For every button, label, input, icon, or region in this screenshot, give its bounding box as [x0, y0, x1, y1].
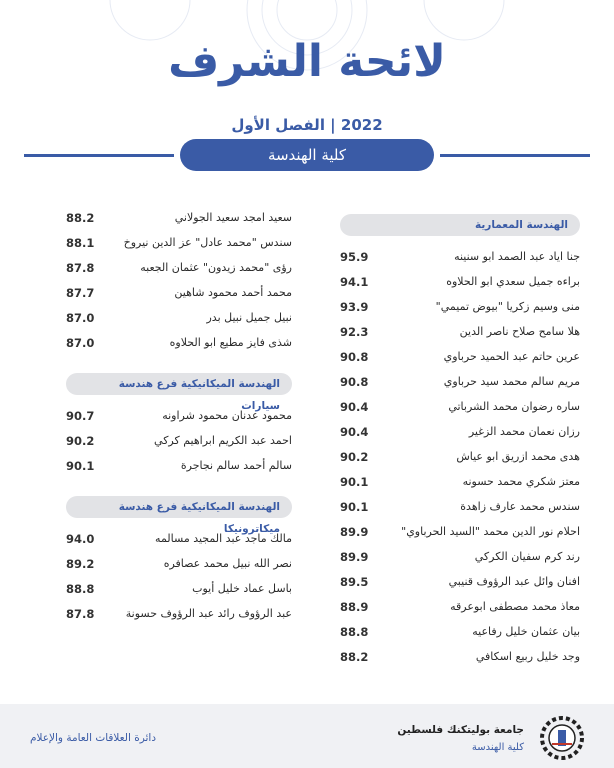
- list-item: [66, 576, 292, 601]
- student-name: سالم أحمد سالم نجاجرة: [180, 459, 292, 472]
- student-score: 87.8: [66, 260, 95, 275]
- list-item: [340, 644, 580, 669]
- student-name: سندس محمد عارف زاهدة: [460, 500, 580, 513]
- student-name: سندس "محمد عادل" عز الدين نيروخ: [123, 236, 292, 249]
- student-score: 94.0: [66, 531, 95, 546]
- student-score: 87.8: [66, 606, 95, 621]
- student-name: افنان وائل عبد الرؤوف قنيبي: [448, 575, 580, 588]
- student-score: 95.9: [340, 249, 369, 264]
- student-score: 90.1: [340, 474, 369, 489]
- list-item: [66, 305, 292, 330]
- left-top-rows: [66, 205, 292, 355]
- page-title: لائحة الشرف: [168, 36, 446, 87]
- student-score: 87.7: [66, 285, 95, 300]
- list-item: [66, 255, 292, 280]
- student-score: 88.2: [66, 210, 95, 225]
- student-score: 90.4: [340, 424, 369, 439]
- student-score: 93.9: [340, 299, 369, 314]
- list-item: [340, 244, 580, 269]
- student-score: 90.8: [340, 349, 369, 364]
- student-score: 89.2: [66, 556, 95, 571]
- section-architecture: الهندسة المعمارية: [340, 214, 580, 236]
- student-name: رند كرم سفيان الكركي: [474, 550, 580, 563]
- list-item: [66, 551, 292, 576]
- list-item: [340, 444, 580, 469]
- student-score: 88.8: [340, 624, 369, 639]
- list-item: [66, 330, 292, 355]
- footer: [0, 704, 614, 768]
- student-name: معاذ محمد مصطفى ابوعرقه: [450, 600, 580, 613]
- student-name: هلا سامح صلاح ناصر الدين: [459, 325, 580, 338]
- footer-university: جامعة بوليتكنك فلسطين: [397, 724, 524, 736]
- student-score: 89.5: [340, 574, 369, 589]
- student-score: 87.0: [66, 335, 95, 350]
- student-name: منى وسيم زكريا "بيوض تميمي": [435, 300, 580, 313]
- divider-left: [24, 154, 174, 157]
- list-item: [66, 453, 292, 478]
- divider-right: [440, 154, 590, 157]
- student-name: مريم سالم محمد سيد حرباوي: [443, 375, 580, 388]
- student-name: براءه جميل سعدي ابو الحلاوه: [446, 275, 580, 288]
- list-item: [340, 319, 580, 344]
- student-name: معتز شكري محمد حسونه: [462, 475, 580, 488]
- student-score: 88.2: [340, 649, 369, 664]
- student-score: 90.8: [340, 374, 369, 389]
- student-name: جنا اياد عبد الصمد ابو سنينه: [454, 250, 580, 263]
- section-mech-auto: الهندسة الميكانيكية فرع هندسة سيارات: [66, 373, 292, 395]
- list-item: [340, 519, 580, 544]
- list-item: [340, 469, 580, 494]
- list-item: [66, 428, 292, 453]
- left-column: [66, 205, 292, 626]
- student-name: محمود عدنان محمود شراونه: [162, 409, 292, 422]
- student-name: بيان عثمان خليل رفاعيه: [472, 625, 580, 638]
- student-name: هدى محمد ازريق ابو عياش: [456, 450, 580, 463]
- student-name: سعيد امجد سعيد الجولاني: [174, 211, 292, 224]
- student-score: 90.4: [340, 399, 369, 414]
- student-score: 89.9: [340, 524, 369, 539]
- list-item: [66, 230, 292, 255]
- list-item: [340, 294, 580, 319]
- list-item: [66, 601, 292, 626]
- student-name: باسل عماد خليل أيوب: [192, 582, 292, 595]
- list-item: [340, 269, 580, 294]
- student-score: 94.1: [340, 274, 369, 289]
- list-item: [340, 494, 580, 519]
- list-item: [340, 569, 580, 594]
- list-item: [340, 419, 580, 444]
- student-name: ساره رضوان محمد الشرباتي: [448, 400, 580, 413]
- left-sec3-rows: [66, 526, 292, 626]
- student-score: 88.1: [66, 235, 95, 250]
- student-score: 90.1: [66, 458, 95, 473]
- faculty-pill: كلية الهندسة: [180, 139, 434, 171]
- student-score: 90.2: [340, 449, 369, 464]
- footer-faculty: كلية الهندسة: [471, 742, 524, 753]
- list-item: [340, 619, 580, 644]
- student-name: نبيل جميل نبيل بدر: [206, 311, 292, 324]
- student-name: وجد خليل ربيع اسكافي: [475, 650, 580, 663]
- list-item: [340, 544, 580, 569]
- student-name: احمد عبد الكريم ابراهيم كركي: [154, 434, 292, 447]
- right-rows: [340, 244, 580, 669]
- section-mech-mechatronics: الهندسة الميكانيكية فرع هندسة ميكاترونيكا: [66, 496, 292, 518]
- list-item: [340, 344, 580, 369]
- student-name: رؤى "محمد زيدون" عثمان الجعبه: [140, 261, 292, 274]
- list-item: [340, 369, 580, 394]
- student-name: شذى فايز مطيع ابو الحلاوه: [169, 336, 292, 349]
- student-score: 89.9: [340, 549, 369, 564]
- footer-department: دائرة العلاقات العامة والإعلام: [30, 732, 157, 744]
- student-score: 90.1: [340, 499, 369, 514]
- student-score: 88.8: [66, 581, 95, 596]
- student-name: رزان نعمان محمد الزغير: [468, 425, 580, 438]
- semester-subtitle: 2022 | الفصل الأول: [231, 116, 383, 134]
- student-score: 87.0: [66, 310, 95, 325]
- student-name: عبد الرؤوف رائد عبد الرؤوف حسونة: [125, 607, 292, 620]
- list-item: [340, 594, 580, 619]
- list-item: [66, 280, 292, 305]
- list-item: [66, 205, 292, 230]
- list-item: [340, 394, 580, 419]
- left-sec2-rows: [66, 403, 292, 478]
- student-name: نصر الله نبيل محمد عصافره: [163, 557, 292, 570]
- student-name: محمد أحمد محمود شاهين: [174, 286, 292, 299]
- student-name: عرين حاتم عبد الحميد حرباوي: [443, 350, 580, 363]
- right-column: [340, 214, 580, 669]
- student-name: مالك ماجد عبد المجيد مسالمه: [155, 532, 292, 545]
- student-name: احلام نور الدين محمد "السيد الحرباوي": [401, 525, 580, 538]
- student-score: 90.7: [66, 408, 95, 423]
- student-score: 88.9: [340, 599, 369, 614]
- student-score: 92.3: [340, 324, 369, 339]
- student-score: 90.2: [66, 433, 95, 448]
- university-logo-icon: [540, 716, 584, 760]
